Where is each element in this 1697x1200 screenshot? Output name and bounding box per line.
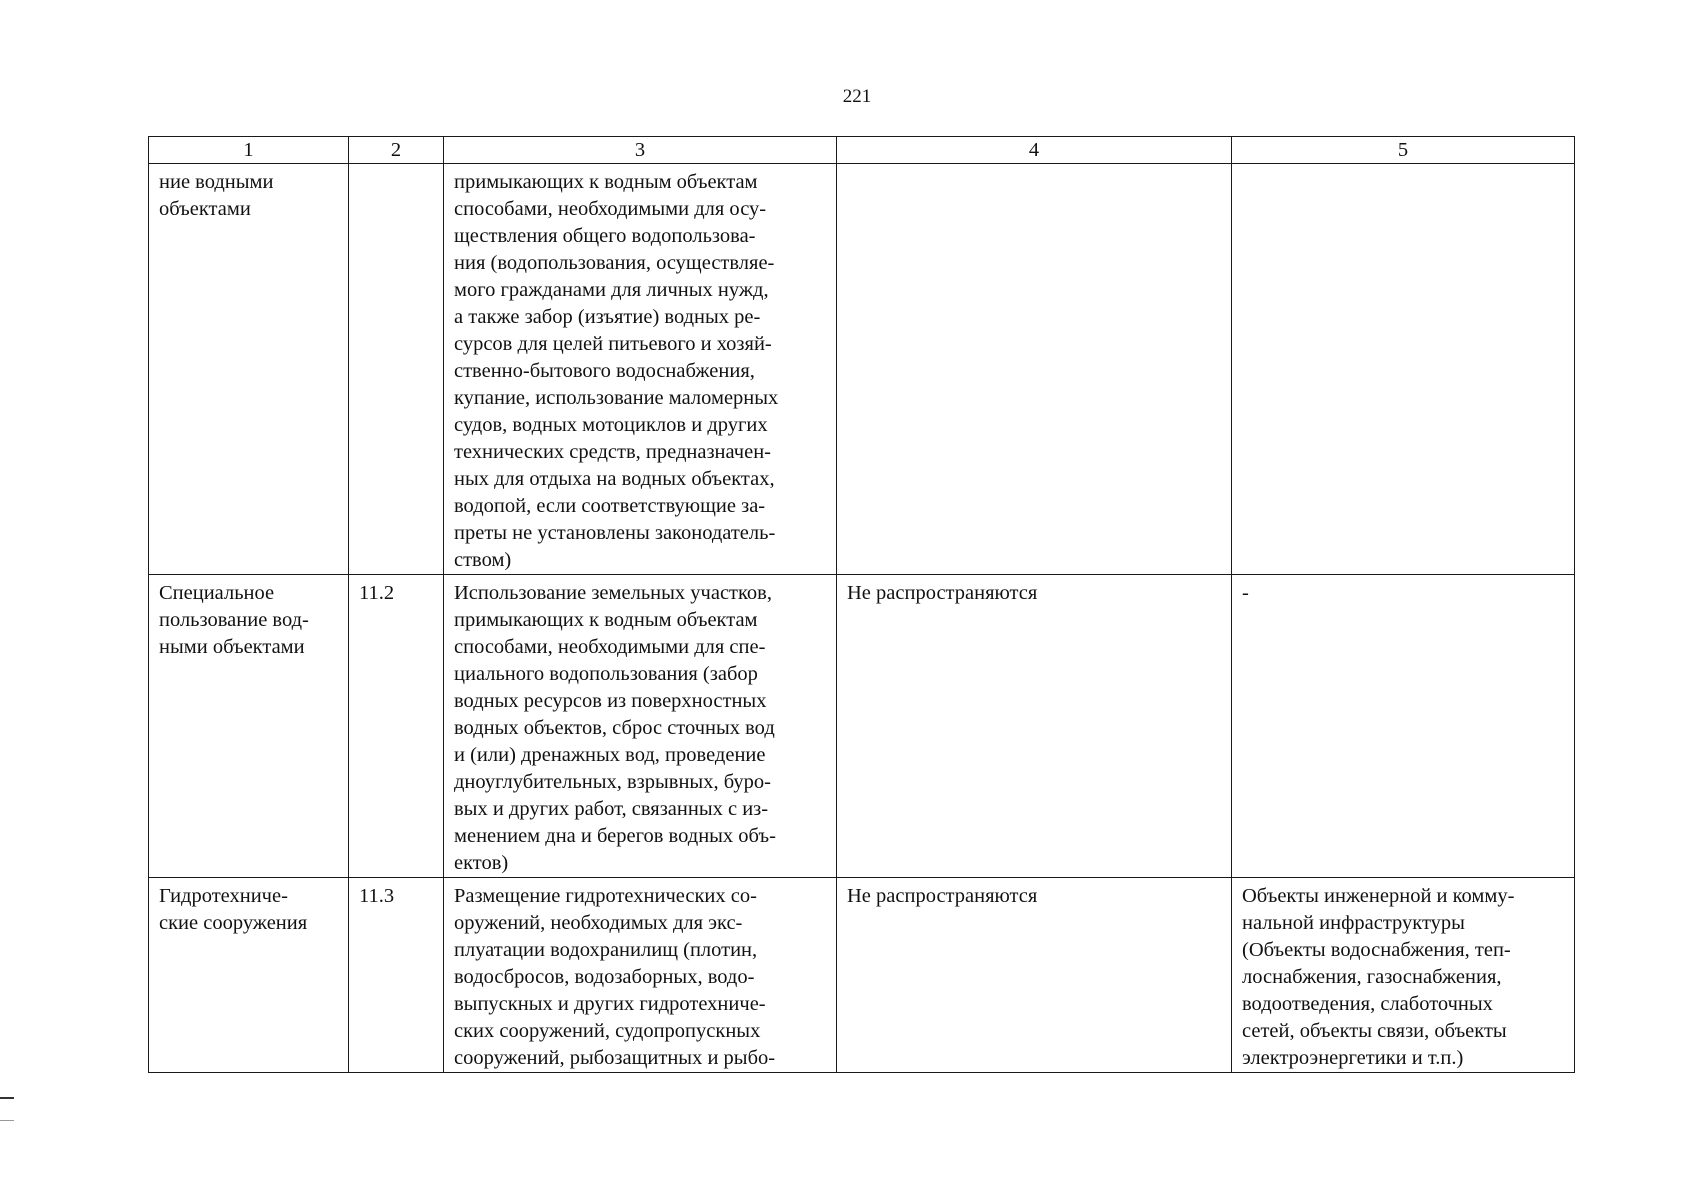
cell-text: - <box>1242 582 1249 604</box>
cell-text: Не распространяются <box>847 582 1038 604</box>
cell-text: Размещение гидротехнических со- оружений, необходимых для экс- плуатации водохранилищ (плотин, водосбросов, водозаборных, водо- выпускных и других гидротехниче- ских сооружений, судопропускных сооружений, рыбозащитных и рыбо- <box>454 885 776 1069</box>
cell-text: Не распространяются <box>847 885 1038 907</box>
header-col-3: 3 <box>444 137 837 164</box>
header-col-2: 2 <box>349 137 444 164</box>
cell-description <box>444 575 837 878</box>
cell-related-objects <box>1232 164 1575 575</box>
cell-use-type <box>149 164 349 575</box>
cell-regulations <box>837 878 1232 1073</box>
margin-mark <box>0 1097 14 1099</box>
cell-text: Специальное пользование вод- ными объектами <box>159 582 309 658</box>
header-col-1: 1 <box>149 137 349 164</box>
cell-code <box>349 164 444 575</box>
table-row <box>149 575 1575 878</box>
cell-text: Использование земельных участков, примыкающих к водным объектам способами, необходимыми для спе- циального водопользования (забор водных ресурсов из поверхностных водных объектов, сброс сточных вод и (или) дренажных вод, проведение дноуглубительных, взрывных, буро- вых и других работ, связанных с из- менением дна и берегов водных объ- ектов) <box>454 582 776 874</box>
header-col-5: 5 <box>1232 137 1575 164</box>
page-number: 221 <box>842 86 872 107</box>
cell-related-objects <box>1232 878 1575 1073</box>
header-col-4: 4 <box>837 137 1232 164</box>
cell-regulations <box>837 575 1232 878</box>
margin-mark <box>0 1120 14 1121</box>
cell-related-objects <box>1232 575 1575 878</box>
cell-description <box>444 878 837 1073</box>
cell-description <box>444 164 837 575</box>
cell-use-type <box>149 878 349 1073</box>
cell-code <box>349 575 444 878</box>
table-row <box>149 878 1575 1073</box>
cell-text: 11.2 <box>359 582 395 604</box>
table-header-row <box>149 137 1575 164</box>
cell-text: ние водными объектами <box>159 171 274 220</box>
cell-text: Гидротехниче- ские сооружения <box>159 885 308 934</box>
cell-regulations <box>837 164 1232 575</box>
cell-text: примыкающих к водным объектам способами, необходимыми для осу- ществления общего водопользова- ния (водопользования, осуществляе- мого гражданами для личных нужд, а также забор (изъятие) водных ре- сурсов для целей питьевого и хозяй- ственно-бытового водоснабжения, купание, использование маломерных судов, водных мотоциклов и других технических средств, предназначен- ных для отдыха на водных объектах, водопой, если соответствующие за- преты не установлены законодатель- ством) <box>454 171 779 571</box>
cell-text: Объекты инженерной и комму- нальной инфраструктуры (Объекты водоснабжения, теп- лоснабжения, газоснабжения, водоотведения, слаботочных сетей, объекты связи, объекты электроэнергетики и т.п.) <box>1242 885 1515 1069</box>
land-use-table <box>148 136 1575 1073</box>
cell-text: 11.3 <box>359 885 395 907</box>
table-row <box>149 164 1575 575</box>
cell-use-type <box>149 575 349 878</box>
cell-code <box>349 878 444 1073</box>
